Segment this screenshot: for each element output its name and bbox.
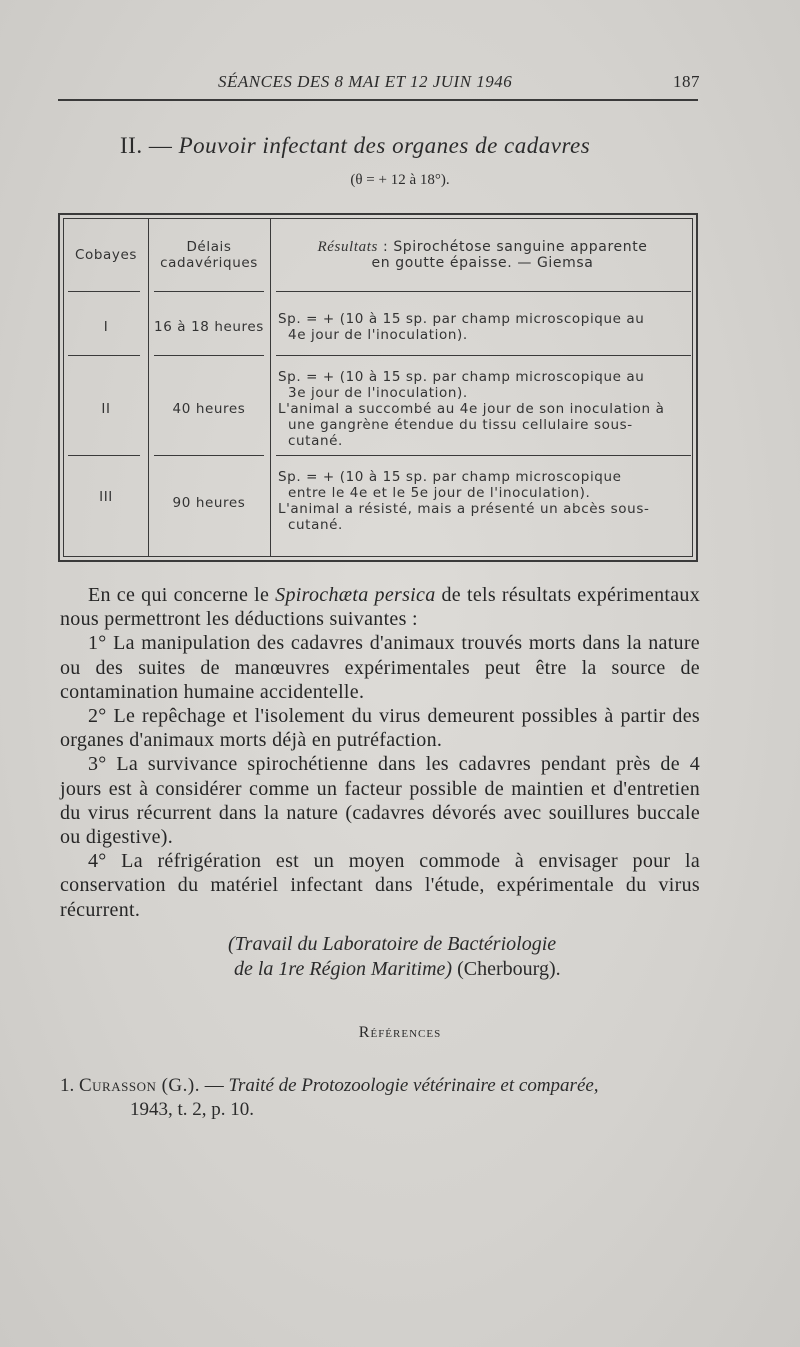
- species-name: Spirochæta persica: [275, 584, 436, 606]
- table-inner-frame: [63, 218, 693, 557]
- row-divider: [154, 455, 264, 456]
- row-2-delai: 40 heures: [172, 401, 246, 417]
- page-number: 187: [673, 72, 700, 91]
- row-3-resultat: [278, 469, 693, 533]
- header-resultats-line2: en goutte épaisse. — Giemsa: [371, 255, 594, 271]
- credit-line-2: de la 1re Région Maritime): [234, 958, 453, 980]
- reference-dash: —: [199, 1075, 229, 1096]
- row-2-cobaye: II: [101, 401, 111, 417]
- section-title: [120, 133, 590, 159]
- paragraph-4: 3° La survivance spirochétienne dans les cadavres pendant près de 4 jours est à considérer comme un facteur possible de maintien et d'entretien du virus récurrent dans la nature (cadavres dévorés avec souillures buccale ou digestive).: [60, 753, 700, 849]
- header-delais: [148, 239, 270, 271]
- row-2-line: Sp. = + (10 à 15 sp. par champ microscopique au: [278, 369, 645, 385]
- row-divider: [68, 291, 140, 292]
- reference-details: 1943, t. 2, p. 10.: [130, 1099, 255, 1120]
- row-divider: [276, 355, 691, 356]
- header-resultats-italic: Résultats: [317, 239, 378, 255]
- row-1-delai: 16 à 18 heures: [154, 319, 264, 335]
- references-heading: Références: [358, 1024, 442, 1041]
- row-2-line: 3e jour de l'inoculation).: [288, 385, 468, 401]
- body-text: [60, 583, 700, 922]
- paragraph-3: 2° Le repêchage et l'isolement du virus demeurent possibles à partir des organes d'animaux morts déjà en putréfaction.: [60, 705, 700, 752]
- row-1-line: 4e jour de l'inoculation).: [288, 327, 468, 343]
- credit-line-1: (Travail du Laboratoire de Bactériologie: [228, 933, 557, 955]
- paragraph-1: [60, 583, 700, 631]
- row-3-line: cutané.: [288, 517, 343, 533]
- header-delais-line1: Délais: [186, 239, 232, 255]
- row-1-cobaye: I: [103, 319, 109, 335]
- paragraph-1-b: de tels résultats expérimentaux nous permettront les déductions suivantes :: [60, 584, 700, 631]
- row-2-line: une gangrène étendue du tissu cellulaire sous-: [288, 417, 633, 433]
- row-3-line: Sp. = + (10 à 15 sp. par champ microscopique: [278, 469, 622, 485]
- paragraph-1-a: En ce qui concerne le: [88, 584, 276, 606]
- header-resultats: [270, 239, 695, 271]
- row-3-cobaye: III: [99, 489, 113, 505]
- running-head-title: SÉANCES DES 8 MAI ET 12 JUIN 1946: [218, 72, 513, 91]
- row-divider: [68, 355, 140, 356]
- row-1-line: Sp. = + (10 à 15 sp. par champ microscopique au: [278, 311, 645, 327]
- row-1-resultat: [278, 311, 693, 343]
- row-divider: [68, 455, 140, 456]
- paragraph-5: 4° La réfrigération est un moyen commode à envisager pour la conservation du matériel infectant dans l'étude, expérimentale du virus récurrent.: [60, 850, 700, 921]
- header-delais-line2: cadavériques: [160, 255, 258, 271]
- header-rule: [58, 99, 698, 101]
- reference-item: [60, 1074, 700, 1122]
- laboratory-credit: [228, 932, 561, 982]
- credit-line-2-rest: (Cherbourg).: [452, 958, 561, 980]
- row-2-resultat: [278, 369, 693, 449]
- row-divider: [276, 455, 691, 456]
- results-table: [58, 213, 698, 562]
- row-divider: [154, 355, 264, 356]
- row-divider: [276, 291, 691, 292]
- reference-title: Traité de Protozoologie vétérinaire et comparée,: [228, 1075, 599, 1096]
- header-resultats-line1: : Spirochétose sanguine apparente: [377, 239, 648, 255]
- row-divider: [154, 291, 264, 292]
- section-number: II. —: [120, 133, 173, 158]
- header-cobayes: Cobayes: [74, 247, 138, 263]
- section-title-text: Pouvoir infectant des organes de cadavres: [178, 133, 591, 158]
- row-3-delai: 90 heures: [172, 495, 246, 511]
- temperature-note: (θ = + 12 à 18°).: [350, 172, 450, 188]
- reference-author: Curasson (G.).: [79, 1075, 200, 1096]
- row-2-line: L'animal a succombé au 4e jour de son inoculation à: [278, 401, 665, 417]
- paragraph-2: 1° La manipulation des cadavres d'animaux trouvés morts dans la nature ou des suites de manœuvres expérimentales peut être la source de contamination humaine accidentelle.: [60, 632, 700, 703]
- row-3-line: entre le 4e et le 5e jour de l'inoculation).: [288, 485, 591, 501]
- row-2-line: cutané.: [288, 433, 343, 449]
- reference-number: 1.: [60, 1075, 75, 1096]
- row-3-line: L'animal a résisté, mais a présenté un abcès sous-: [278, 501, 650, 517]
